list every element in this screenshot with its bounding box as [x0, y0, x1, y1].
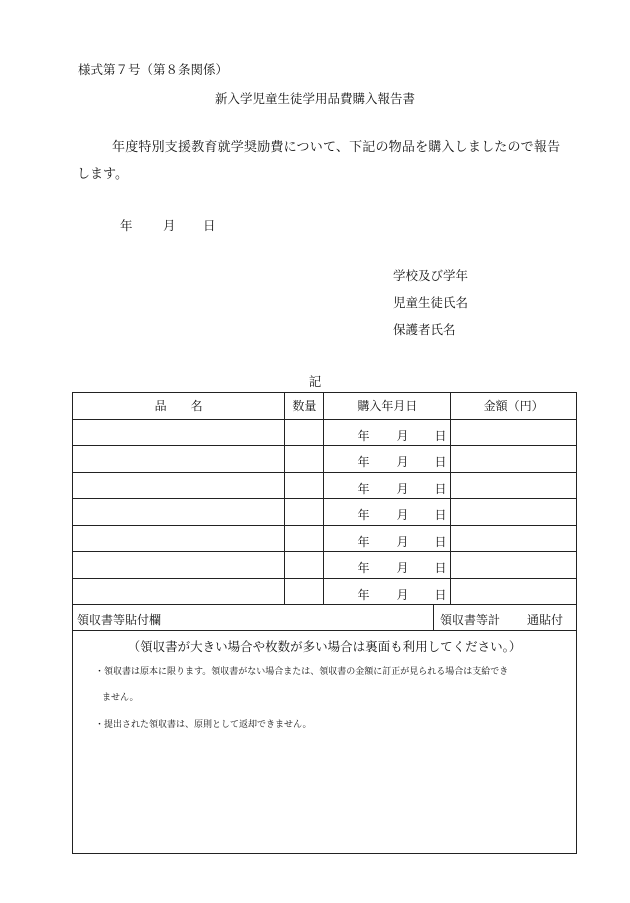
quantity-cell[interactable]	[285, 499, 324, 526]
quantity-cell[interactable]	[285, 525, 324, 552]
date-year-label: 年	[357, 561, 370, 575]
date-year-label: 年	[357, 428, 370, 443]
purchase-date-header: 購入年月日	[324, 393, 451, 420]
date-day-label: 日	[434, 508, 447, 522]
school-grade-label: 学校及び学年	[393, 268, 469, 283]
receipt-guide-text: （領収書が大きい場合や枚数が多い場合は裏面も利用してください。）	[127, 639, 522, 654]
receipt-header-row	[73, 605, 576, 631]
amount-cell[interactable]	[451, 552, 577, 579]
date-year-label: 年	[357, 481, 370, 496]
receipt-total-label: 領収書等計	[440, 613, 501, 627]
quantity-header: 数量	[285, 393, 324, 420]
amount-cell[interactable]	[451, 472, 577, 499]
body-text-line-1: 年度特別支援教育就学奨励費について、下記の物品を購入しましたので報告	[112, 140, 561, 155]
quantity-cell[interactable]	[285, 472, 324, 499]
receipt-attachment-label: 領収書等貼付欄	[77, 613, 162, 627]
table-row	[73, 419, 577, 446]
date-month-label: 月	[396, 587, 409, 602]
amount-cell[interactable]	[451, 499, 577, 526]
date-year-label: 年	[357, 534, 370, 549]
date-month-label: 月	[396, 508, 409, 522]
purchase-date-cell[interactable]	[324, 525, 451, 552]
item-name-cell[interactable]	[73, 446, 285, 473]
date-day-label: 日	[434, 481, 447, 496]
report-date-year: 年	[120, 218, 133, 233]
report-date-day: 日	[203, 218, 216, 233]
item-name-cell[interactable]	[73, 472, 285, 499]
table-header-row	[73, 393, 577, 420]
amount-header: 金額（円）	[451, 393, 577, 420]
guardian-name-label: 保護者氏名	[393, 322, 456, 337]
student-name-label: 児童生徒氏名	[393, 295, 469, 310]
date-day-label: 日	[434, 587, 447, 602]
quantity-cell[interactable]	[285, 446, 324, 473]
purchase-date-cell[interactable]	[324, 419, 451, 446]
date-day-label: 日	[434, 561, 447, 575]
date-month-label: 月	[396, 455, 409, 469]
amount-cell[interactable]	[451, 525, 577, 552]
item-name-cell[interactable]	[73, 578, 285, 605]
body-text-line-2: します。	[77, 167, 128, 182]
amount-cell[interactable]	[451, 578, 577, 605]
purchase-date-cell[interactable]	[324, 499, 451, 526]
report-date-month: 月	[163, 218, 176, 233]
receipt-note-2: ・提出された領収書は、原則として返却できません。	[95, 720, 312, 730]
receipt-attachment-area	[72, 604, 577, 854]
table-row	[73, 552, 577, 579]
receipt-total-suffix: 通貼付	[527, 613, 564, 627]
purchase-date-cell[interactable]	[324, 472, 451, 499]
table-row	[73, 525, 577, 552]
purchase-table	[72, 392, 577, 605]
item-name-cell[interactable]	[73, 419, 285, 446]
item-name-cell[interactable]	[73, 499, 285, 526]
date-year-label: 年	[357, 455, 370, 469]
document-title: 新入学児童生徒学用品費購入報告書	[214, 91, 415, 106]
item-name-header: 品 名	[73, 393, 285, 420]
date-year-label: 年	[357, 587, 370, 602]
receipt-header-divider	[433, 605, 434, 630]
date-day-label: 日	[434, 455, 447, 469]
table-row	[73, 499, 577, 526]
quantity-cell[interactable]	[285, 552, 324, 579]
date-year-label: 年	[357, 508, 370, 522]
date-day-label: 日	[434, 428, 447, 443]
date-month-label: 月	[396, 561, 409, 575]
table-row	[73, 472, 577, 499]
amount-cell[interactable]	[451, 446, 577, 473]
form-number: 様式第７号（第８条関係）	[78, 62, 229, 77]
ki-label: 記	[308, 374, 322, 389]
quantity-cell[interactable]	[285, 419, 324, 446]
purchase-date-cell[interactable]	[324, 552, 451, 579]
item-name-cell[interactable]	[73, 525, 285, 552]
receipt-note-1-line-2: ません。	[102, 693, 139, 703]
date-month-label: 月	[396, 534, 409, 549]
purchase-date-cell[interactable]	[324, 446, 451, 473]
amount-cell[interactable]	[451, 419, 577, 446]
date-day-label: 日	[434, 534, 447, 549]
item-name-cell[interactable]	[73, 552, 285, 579]
table-row	[73, 578, 577, 605]
table-row	[73, 446, 577, 473]
quantity-cell[interactable]	[285, 578, 324, 605]
receipt-note-1-line-1: ・領収書は原本に限ります。領収書がない場合または、領収書の金額に訂正が見られる場合は支給でき	[95, 667, 509, 677]
purchase-date-cell[interactable]	[324, 578, 451, 605]
date-month-label: 月	[396, 428, 409, 443]
date-month-label: 月	[396, 481, 409, 496]
